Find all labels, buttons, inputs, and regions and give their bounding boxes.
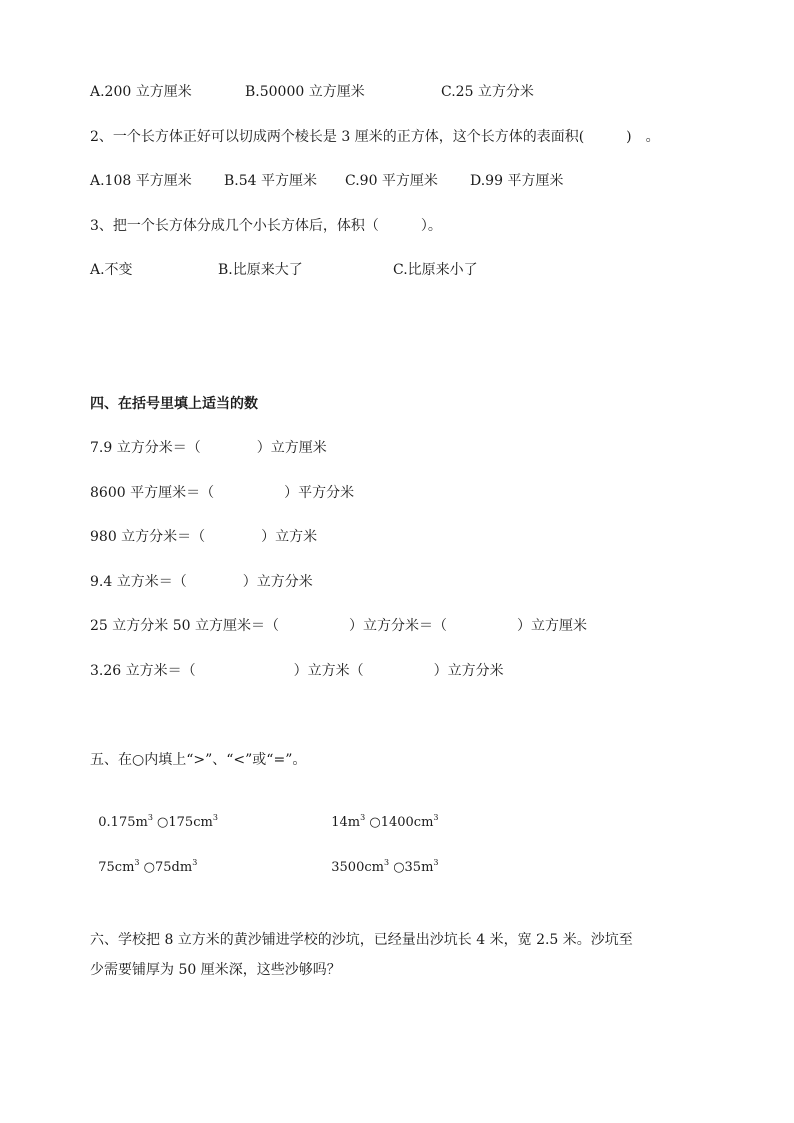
q1-option-b: B.50000 立方厘米: [245, 84, 365, 100]
section4-item: 9.4 立方米＝（ ）立方分米: [90, 574, 313, 590]
q1-option-c: C.25 立方分米: [441, 84, 534, 100]
section6-line1: 六、学校把 8 立方米的黄沙铺进学校的沙坑，已经量出沙坑长 4 米，宽 2.5 米。沙坑至: [90, 932, 633, 948]
section4-title: 四、在括号里填上适当的数: [90, 396, 258, 412]
section6-line2: 少需要铺厚为 50 厘米深，这些沙够吗？: [90, 962, 341, 978]
q2-option-a: A.108 平方厘米: [90, 173, 192, 189]
q2-option-c: C.90 平方厘米: [345, 173, 438, 189]
q2-text: 2、一个长方体正好可以切成两个棱长是 3 厘米的正方体，这个长方体的表面积( ) 。: [90, 129, 660, 145]
q1-option-a: A.200 立方厘米: [90, 84, 192, 100]
section4-item: 980 立方分米＝（ ）立方米: [90, 529, 318, 545]
q3-text: 3、把一个长方体分成几个小长方体后，体积（ ）。: [90, 218, 442, 234]
compare-row1-right: $14m^3$ $○1400cm^3$: [331, 813, 439, 830]
section4-item: 3.26 立方米＝（ ）立方米（ ）立方分米: [90, 663, 504, 679]
compare-row1-left: $0.175m^3$ $○175cm^3$: [98, 813, 218, 830]
section4-item: 8600 平方厘米＝（ ）平方分米: [90, 485, 355, 501]
compare-row2-left: $75cm^3$ $○75dm^3$: [98, 858, 198, 875]
q2-option-d: D.99 平方厘米: [470, 173, 564, 189]
q3-option-c: C.比原来小了: [393, 262, 478, 278]
section4-item: 7.9 立方分米＝（ ）立方厘米: [90, 440, 327, 456]
section5-title: 五、在○内填上“>”、“<”或“=”。: [90, 752, 307, 768]
compare-row2-right: $3500cm^3$ $○35m^3$: [331, 858, 439, 875]
q2-option-b: B.54 平方厘米: [224, 173, 318, 189]
q3-option-b: B.比原来大了: [218, 262, 303, 278]
q3-option-a: A.不变: [90, 262, 133, 278]
section4-item: 25 立方分米 50 立方厘米＝（ ）立方分米＝（ ）立方厘米: [90, 618, 587, 634]
